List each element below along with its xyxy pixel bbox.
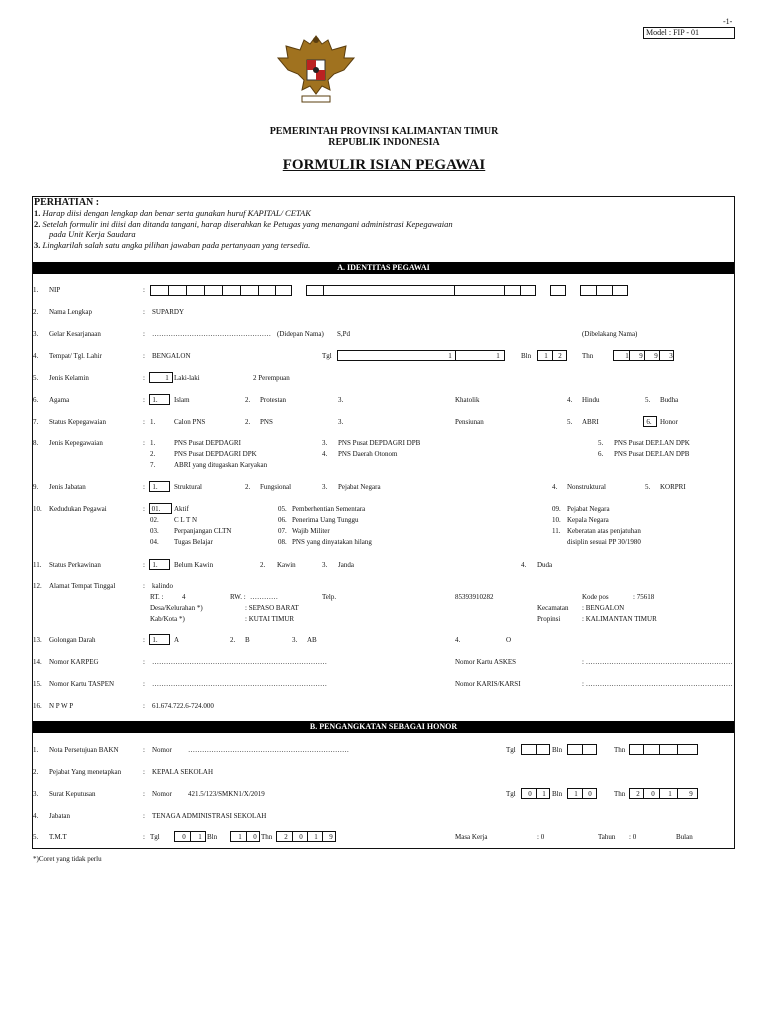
row-number: 3. (33, 790, 39, 798)
row-number: 14. (33, 658, 42, 666)
bln-label: Bln (552, 746, 563, 754)
colon: : (143, 768, 145, 776)
pejabat-label: Pejabat Yang menetapkan (49, 768, 122, 776)
kedudukan-option[interactable]: Wajib Militer (292, 527, 330, 535)
option-number: 08. (278, 538, 287, 546)
kab-value[interactable]: : KUTAI TIMUR (245, 615, 295, 623)
jenis-kep-option[interactable]: PNS Pusat DEP.LAN DPB (614, 450, 690, 458)
nama-value[interactable]: SUPARDY (152, 308, 185, 316)
kedudukan-option[interactable]: Penerima Uang Tunggu (292, 516, 359, 524)
jenis-kep-option[interactable]: PNS Daerah Otonom (338, 450, 398, 458)
colon: : (143, 396, 145, 404)
colon: : (143, 582, 145, 590)
option-number: 3. (338, 418, 344, 426)
prop-label: Propinsi (537, 615, 561, 623)
kodepos-value[interactable]: : 75618 (633, 593, 655, 601)
option-number: 2. (150, 450, 156, 458)
jenis-kep-label: Jenis Kepegawaian (49, 439, 103, 447)
perhatian-item: 3. Lingkarilah salah satu angka pilihan jawaban pada pertanyaan yang tersedia. (34, 240, 311, 250)
agama-option[interactable]: Islam (174, 396, 190, 404)
option-number: 4. (322, 450, 328, 458)
colon: : (143, 286, 145, 294)
darah-option[interactable]: A (174, 636, 180, 644)
darah-selected-box[interactable]: 1. (149, 634, 170, 645)
kawin-option[interactable]: Janda (338, 561, 354, 569)
nip-label: NIP (49, 286, 61, 294)
colon: : (143, 658, 145, 666)
option-number: 2. (245, 396, 251, 404)
askes-label: Nomor Kartu ASKES (455, 658, 517, 666)
row-number: 12. (33, 582, 42, 590)
nomor-label: Nomor (152, 790, 172, 798)
option-number: 03. (150, 527, 159, 535)
jenis-kep-option[interactable]: PNS Pusat DEPDAGRI (174, 439, 241, 447)
row-number: 4. (33, 812, 39, 820)
gelar-depan-value[interactable]: S,Pd (337, 330, 351, 338)
taspen-field[interactable]: ………………………………………………………………… (152, 680, 327, 688)
nama-label: Nama Lengkap (49, 308, 92, 316)
nip-field-group-1[interactable] (150, 285, 292, 296)
gov-line-2: REPUBLIK INDONESIA (328, 137, 440, 148)
tgl-lahir-field[interactable]: 1 1 (337, 350, 505, 361)
colon: : (143, 374, 145, 382)
tgl-label: Tgl (150, 833, 160, 841)
desa-value[interactable]: : SEPASO BARAT (245, 604, 299, 612)
option-number: 3. (292, 636, 298, 644)
row-number: 6. (33, 396, 39, 404)
colon: : (143, 330, 145, 338)
row-number: 4. (33, 352, 39, 360)
kodepos-label: Kode pos (582, 593, 609, 601)
option-number: 5. (567, 418, 573, 426)
nota-label: Nota Persetujuan BAKN (49, 746, 119, 754)
agama-option[interactable]: Protestan (260, 396, 287, 404)
jenis-kep-option[interactable]: ABRI yang ditugaskan Karyakan (174, 461, 268, 469)
jabatan-option[interactable]: Pejabat Negara (338, 483, 381, 491)
kedudukan-option[interactable]: Perpanjangan CLTN (174, 527, 232, 535)
perhatian-item: 1. Harap diisi dengan lengkap dan benar serta gunakan huruf KAPITAL/ CETAK (34, 208, 311, 218)
jenis-kep-option[interactable]: PNS Pusat DEPDAGRI DPB (338, 439, 421, 447)
status-kep-option[interactable]: Honor (660, 418, 678, 426)
karis-field[interactable]: : ……………………………………………………… (582, 680, 733, 688)
option-number: 07. (278, 527, 287, 535)
status-kep-label: Status Kepegawaian (49, 418, 106, 426)
tgl-label: Tgl (322, 352, 332, 360)
b-jabatan-value[interactable]: TENAGA ADMINISTRASI SEKOLAH (152, 812, 267, 820)
option-number: 11. (552, 527, 561, 535)
nota-bln-field[interactable] (567, 744, 597, 755)
agama-label: Agama (49, 396, 70, 404)
karis-label: Nomor KARIS/KARSI (455, 680, 521, 688)
option-number: 5. (645, 396, 651, 404)
row-number: 13. (33, 636, 42, 644)
option-number: 1. (150, 439, 156, 447)
sk-bln-field[interactable]: 1 0 (567, 788, 597, 799)
colon: : (143, 439, 145, 447)
option-number: 7. (150, 461, 156, 469)
option-number: 5. (598, 439, 604, 447)
perhatian-title: PERHATIAN : (34, 197, 100, 208)
row-number: 2. (33, 768, 39, 776)
thn-label: Thn (614, 746, 626, 754)
option-number: 06. (278, 516, 287, 524)
option-number: 6. (598, 450, 604, 458)
rw-value[interactable]: ………… (250, 593, 278, 601)
gelar-dots[interactable]: …………………………………………… (152, 330, 271, 338)
colon: : (143, 352, 145, 360)
row-number: 5. (33, 374, 39, 382)
option-number: 09. (552, 505, 561, 513)
telp-label: Telp. (322, 593, 337, 601)
jk-label: Jenis Kelamin (49, 374, 89, 382)
status-kep-option[interactable]: Pensiunan (455, 418, 484, 426)
npwp-value[interactable]: 61.674.722.6-724.000 (152, 702, 214, 710)
bln-label: Bln (552, 790, 563, 798)
nip-field-group-2[interactable] (306, 285, 536, 296)
row-number: 5. (33, 833, 39, 841)
masa-kerja-label: Masa Kerja (455, 833, 488, 841)
nomor-label: Nomor (152, 746, 172, 754)
kedudukan-option[interactable]: C L T N (174, 516, 198, 524)
nip-field-group-4[interactable] (580, 285, 628, 296)
agama-option[interactable]: Khatolik (455, 396, 480, 404)
tmt-bln-field[interactable]: 1 0 (230, 831, 260, 842)
footnote: *)Coret yang tidak perlu (33, 855, 102, 863)
section-a-title: A. IDENTITAS PEGAWAI (33, 262, 734, 274)
jabatan-option[interactable]: KORPRI (660, 483, 686, 491)
colon: : (143, 680, 145, 688)
option-number: 2. (260, 561, 266, 569)
colon: : (143, 702, 145, 710)
colon: : (143, 561, 145, 569)
row-number: 2. (33, 308, 39, 316)
askes-field[interactable]: : ……………………………………………………… (582, 658, 733, 666)
option-number: 02. (150, 516, 159, 524)
tgl-label: Tgl (506, 790, 516, 798)
jabatan-option[interactable]: Nonstruktural (567, 483, 606, 491)
nota-tgl-field[interactable] (521, 744, 550, 755)
tmt-tgl-field[interactable]: 0 1 (174, 831, 206, 842)
row-number: 15. (33, 680, 42, 688)
garuda-emblem (274, 30, 358, 108)
row-number: 8. (33, 439, 39, 447)
status-kep-option[interactable]: ABRI (582, 418, 599, 426)
colon: : (143, 812, 145, 820)
kec-label: Kecamatan (537, 604, 569, 612)
jabatan-option[interactable]: Struktural (174, 483, 202, 491)
kedudukan-label: Kedudukan Pegawai (49, 505, 107, 513)
tgl-label: Tgl (506, 746, 516, 754)
thn-lahir-field[interactable]: 1 9 9 3 (613, 350, 674, 361)
kedudukan-option[interactable]: Pejabat Negara (567, 505, 610, 513)
option-number: 3. (322, 483, 328, 491)
kedudukan-option[interactable]: Kepala Negara (567, 516, 609, 524)
sk-tgl-field[interactable]: 0 1 (521, 788, 550, 799)
row-number: 7. (33, 418, 39, 426)
kedudukan-option[interactable]: Aktif (174, 505, 189, 513)
gelar-depan-label: (Didepan Nama) (277, 330, 324, 338)
option-number: 4. (567, 396, 573, 404)
tmt-thn-field[interactable]: 2 0 1 9 (276, 831, 336, 842)
agama-selected-box[interactable]: 1. (149, 394, 170, 405)
b-jabatan-label: Jabatan (49, 812, 70, 820)
row-number: 11. (33, 561, 42, 569)
rt-value[interactable]: 4 (182, 593, 186, 601)
alamat-label: Alamat Tempat Tinggal (49, 582, 116, 590)
gelar-belakang-label: (Dibelakang Nama) (582, 330, 638, 338)
tempat-lahir-value[interactable]: BENGALON (152, 352, 191, 360)
agama-option[interactable]: Budha (660, 396, 679, 404)
model-box: Model : FIP - 01 (643, 27, 735, 39)
tmt-label: T.M.T (49, 833, 67, 841)
option-number: 05. (278, 505, 287, 513)
bln-label: Bln (207, 833, 218, 841)
karpeg-label: Nomor KARPEG (49, 658, 99, 666)
option-number: 3. (322, 439, 328, 447)
kawin-label: Status Perkawinan (49, 561, 101, 569)
darah-option[interactable]: AB (307, 636, 317, 644)
npwp-label: N P W P (49, 702, 74, 710)
tahun-label: Tahun (598, 833, 616, 841)
option-number: 4. (552, 483, 558, 491)
jk-option-1[interactable]: Laki-laki (174, 374, 200, 382)
thn-label: Thn (261, 833, 273, 841)
jabatan-selected-box[interactable]: 1. (149, 481, 170, 492)
option-number: 5. (645, 483, 651, 491)
jenis-kep-option[interactable]: PNS Pusat DEP.LAN DPK (614, 439, 690, 447)
sk-label: Surat Keputusan (49, 790, 96, 798)
kawin-option[interactable]: Duda (537, 561, 553, 569)
section-b-title: B. PENGANGKATAN SEBAGAI HONOR (33, 721, 734, 733)
colon: : (143, 418, 145, 426)
jk-selected-box[interactable]: 1 (149, 372, 173, 383)
rt-label: RT. : (150, 593, 164, 601)
option-number: 4. (455, 636, 461, 644)
telp-value[interactable]: 85393910282 (455, 593, 494, 601)
colon: : (143, 505, 145, 513)
colon: : (143, 746, 145, 754)
taspen-label: Nomor Kartu TASPEN (49, 680, 115, 688)
darah-label: Golongan Darah (49, 636, 96, 644)
kedudukan-option[interactable]: PNS yang dinyatakan hilang (292, 538, 372, 546)
alamat-value[interactable]: kalindo (152, 582, 173, 590)
darah-option[interactable]: O (506, 636, 512, 644)
row-number: 10. (33, 505, 42, 513)
kab-label: Kab/Kota *) (150, 615, 185, 623)
sk-nomor-value[interactable]: 421.5/123/SMKN1/X/2019 (188, 790, 265, 798)
row-number: 9. (33, 483, 39, 491)
status-kep-selected-box[interactable]: 6. (643, 416, 657, 427)
row-number: 1. (33, 286, 39, 294)
form-title: FORMULIR ISIAN PEGAWAI (282, 157, 486, 173)
option-number: 10. (552, 516, 561, 524)
ttl-label: Tempat/ Tgl. Lahir (49, 352, 102, 360)
kedudukan-option[interactable]: Tugas Belajar (174, 538, 213, 546)
karpeg-field[interactable]: ………………………………………………………………… (152, 658, 327, 666)
kawin-selected-box[interactable]: 1. (149, 559, 170, 570)
colon: : (143, 833, 145, 841)
thn-label: Thn (582, 352, 594, 360)
page-number: -1- (723, 17, 733, 26)
thn-label: Thn (614, 790, 626, 798)
colon: : (143, 483, 145, 491)
kedudukan-option[interactable]: disiplin sesuai PP 30/1980 (567, 538, 641, 546)
option-number: 2. (230, 636, 236, 644)
prop-value[interactable]: : KALIMANTAN TIMUR (582, 615, 657, 623)
nip-field-group-3[interactable] (550, 285, 566, 296)
kawin-option[interactable]: Kawin (277, 561, 296, 569)
gelar-label: Gelar Kesarjanaan (49, 330, 101, 338)
status-kep-option[interactable]: PNS (260, 418, 273, 426)
kawin-option[interactable]: Belum Kawin (174, 561, 214, 569)
option-number: 3. (322, 561, 328, 569)
jabatan-label: Jenis Jabatan (49, 483, 86, 491)
row-number: 16. (33, 702, 42, 710)
darah-option[interactable]: B (245, 636, 250, 644)
bulan-label: Bulan (676, 833, 693, 841)
nota-thn-field[interactable] (629, 744, 698, 755)
jk-option-2[interactable]: 2 Perempuan (253, 374, 290, 382)
rw-label: RW. : (230, 593, 246, 601)
kedudukan-option[interactable]: Pemberhentian Sementara (292, 505, 366, 513)
option-number: 2. (245, 418, 251, 426)
option-number: 4. (521, 561, 527, 569)
option-number: 1. (150, 418, 156, 426)
kedudukan-option[interactable]: Keberatan atas penjatuhan (567, 527, 641, 535)
perhatian-item: 2. Setelah formulir ini diisi dan ditanda tangani, harap diserahkan ke Petugas yang menangani administrasi Kepegawaian (34, 219, 453, 229)
kec-value[interactable]: : BENGALON (582, 604, 625, 612)
kedudukan-selected-box[interactable]: 01. (149, 503, 172, 514)
pejabat-value[interactable]: KEPALA SEKOLAH (152, 768, 213, 776)
row-number: 3. (33, 330, 39, 338)
option-number: 04. (150, 538, 159, 546)
status-kep-option[interactable]: Calon PNS (174, 418, 206, 426)
bln-lahir-field[interactable]: 1 2 (537, 350, 567, 361)
nota-nomor-field[interactable]: …………………………………………………………… (188, 746, 349, 754)
bln-label: Bln (521, 352, 532, 360)
jenis-kep-option[interactable]: PNS Pusat DEPDAGRI DPK (174, 450, 257, 458)
option-number: 2. (245, 483, 251, 491)
sk-thn-field[interactable]: 2 0 1 9 (629, 788, 698, 799)
colon: : (143, 308, 145, 316)
row-number: 1. (33, 746, 39, 754)
option-number: 3. (338, 396, 344, 404)
colon: : (143, 790, 145, 798)
colon: : (143, 636, 145, 644)
gov-line-1: PEMERINTAH PROVINSI KALIMANTAN TIMUR (269, 126, 499, 137)
masa-kerja-value[interactable]: : 0 (537, 833, 545, 841)
agama-option[interactable]: Hindu (582, 396, 600, 404)
desa-label: Desa/Kelurahan *) (150, 604, 203, 612)
jabatan-option[interactable]: Fungsional (260, 483, 292, 491)
tahun-value[interactable]: : 0 (629, 833, 637, 841)
perhatian-item: pada Unit Kerja Saudara (49, 229, 136, 239)
